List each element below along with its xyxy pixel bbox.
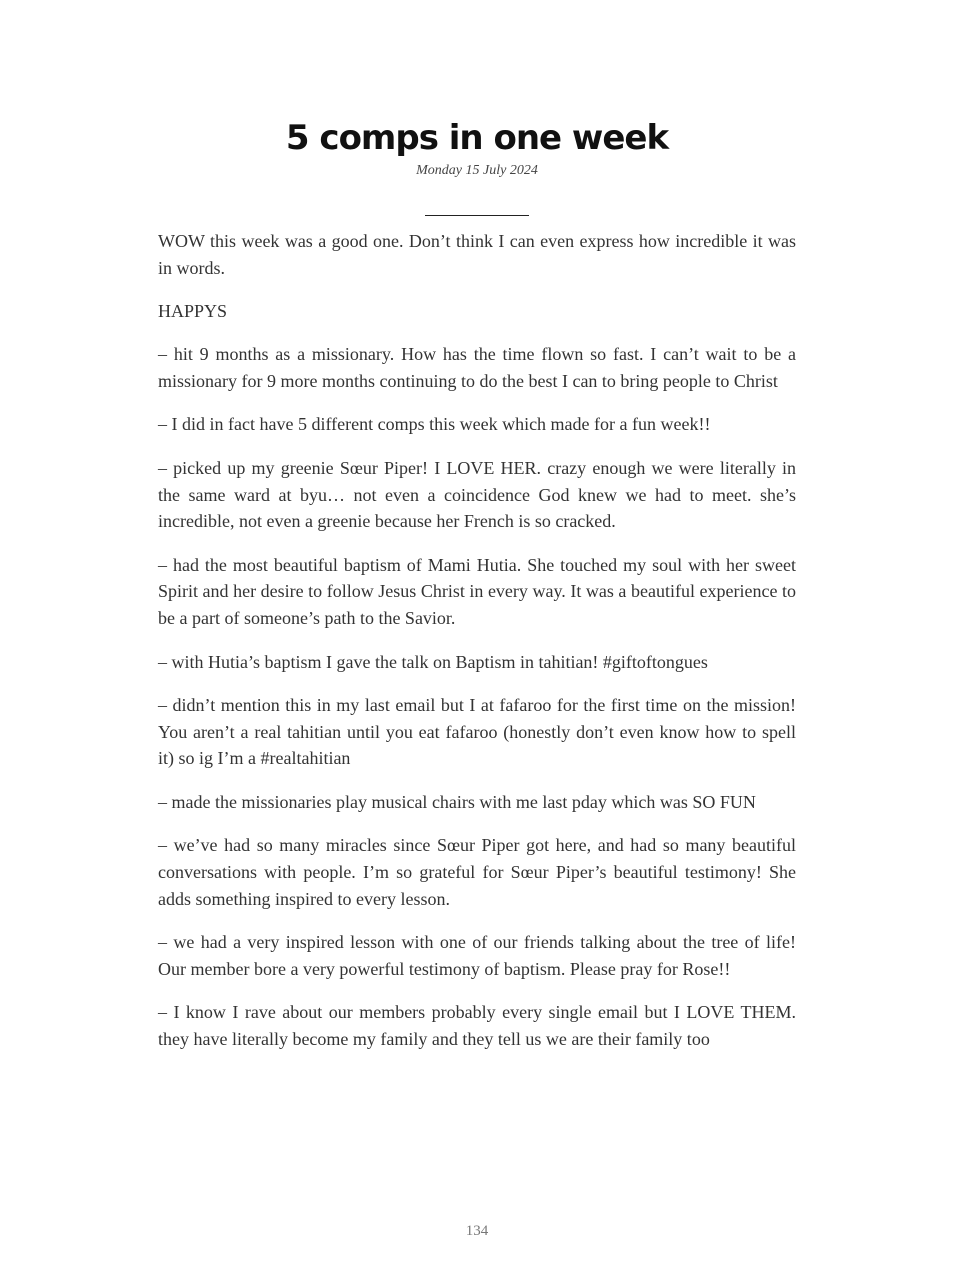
page-number: 134 bbox=[465, 1223, 489, 1239]
post-date: Monday 15 July 2024 bbox=[416, 163, 538, 178]
body-paragraph: – I know I rave about our members probably every single email but I LOVE THEM. they have literally become my family and they tell us we are their family too bbox=[158, 1002, 796, 1049]
body-paragraph: – made the missionaries play musical chairs with me last pday which was SO FUN bbox=[158, 791, 756, 812]
post-body bbox=[158, 228, 796, 1069]
body-paragraph: – hit 9 months as a missionary. How has the time flown so fast. I can’t wait to be a missionary for 9 more months continuing to do the best I can to bring people to Christ bbox=[158, 344, 796, 392]
body-paragraph: – had the most beautiful baptism of Mami Hutia. She touched my soul with her sweet Spirit and her desire to follow Jesus Christ in every way. It was a beautiful experience to be a part of someone’s path to the Savior. bbox=[158, 554, 796, 629]
body-paragraph: – I did in fact have 5 different comps this week which made for a fun week!! bbox=[158, 414, 711, 435]
body-paragraph: HAPPYS bbox=[158, 301, 228, 322]
title-divider bbox=[425, 215, 529, 216]
post-title: 5 comps in one week bbox=[285, 118, 669, 158]
body-paragraph: – we’ve had so many miracles since Sœur Piper got here, and had so many beautiful conversations with people. I’m so grateful for Sœur Piper’s beautiful testimony! She adds something inspired to every lesson. bbox=[158, 835, 796, 909]
body-paragraph: – with Hutia’s baptism I gave the talk on Baptism in tahitian! #giftoftongues bbox=[158, 651, 708, 672]
body-paragraph: WOW this week was a good one. Don’t think I can even express how incredible it was in words. bbox=[158, 231, 796, 278]
body-paragraph: – picked up my greenie Sœur Piper! I LOVE HER. crazy enough we were literally in the same ward at byu… not even a coincidence God knew we had to meet. she’s incredible, not even a greenie because her French is so cracked. bbox=[158, 457, 796, 532]
body-paragraph: – we had a very inspired lesson with one of our friends talking about the tree of life! Our member bore a very powerful testimony of baptism. Please pray for Rose!! bbox=[158, 931, 796, 979]
body-paragraph: – didn’t mention this in my last email but I at fafaroo for the first time on the mission! You aren’t a real tahitian until you eat fafaroo (honestly don’t even know how to spell it) so ig I’m a #realtahitian bbox=[158, 694, 796, 769]
